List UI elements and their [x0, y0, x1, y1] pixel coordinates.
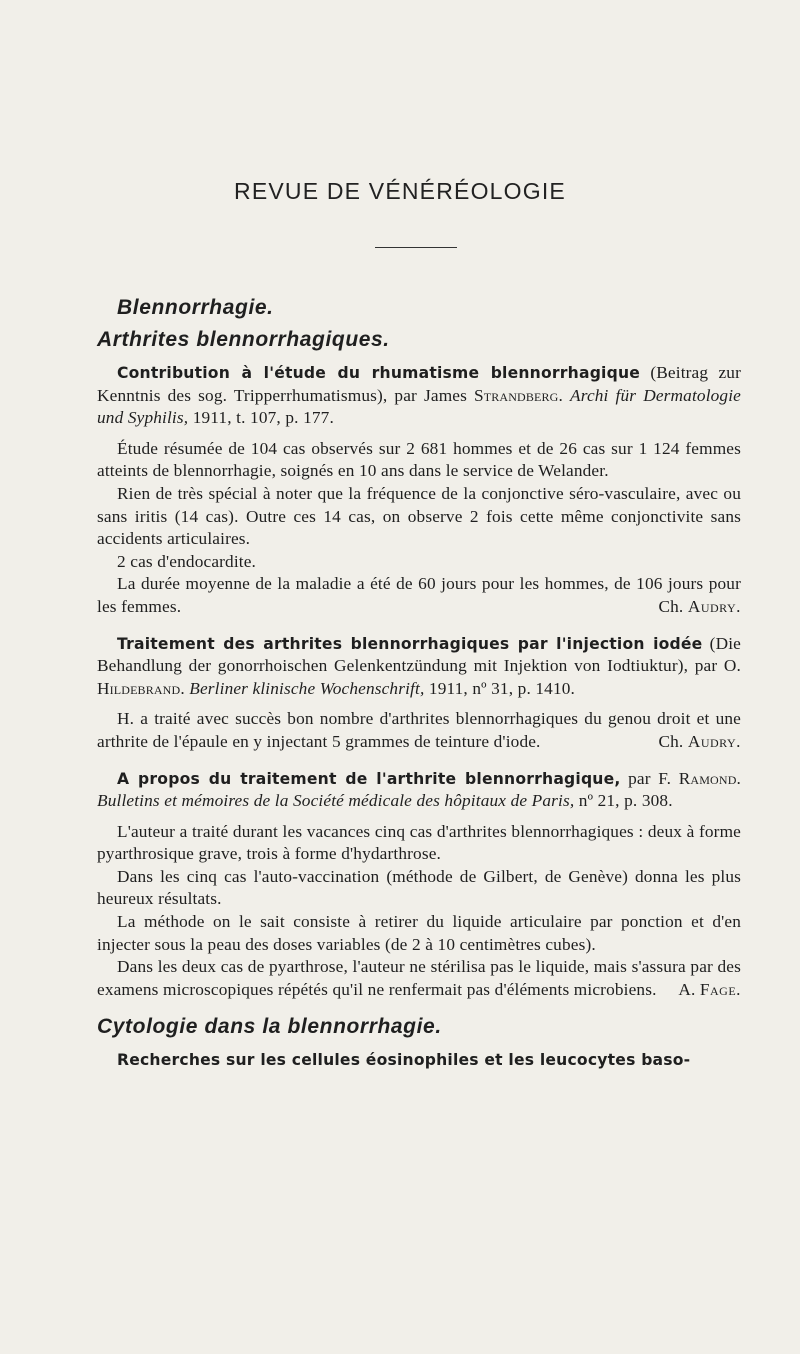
paragraph-with-signature: Dans les deux cas de pyarthrose, l'auteur ne stérilisa pas le liquide, mais s'assura par des examens microscopiques répétés qu'il ne renfermait pas d'éléments microbiens. A. Fage.: [97, 956, 741, 1001]
article-reference: Contribution à l'étude du rhumatisme blennorrhagique (Beitrag zur Kenntnis des sog. Tripperrhumatismus), par James Strandberg. Archi für Dermatologie und Syphilis, 1911, t. 107, p. 177.: [97, 363, 741, 428]
paragraph: La méthode on le sait consiste à retirer du liquide articulaire par ponction et d'en injecter sous la peau des doses variables (de 2 à 10 centimètres cubes).: [97, 912, 741, 954]
article-title: Traitement des arthrites blennorrhagiques par l'injection iodée: [117, 634, 703, 653]
page-content: [97, 292, 741, 1072]
section-title-cytologie: Cytologie dans la blennorrhagie.: [97, 1015, 442, 1039]
paragraph: Rien de très spécial à noter que la fréquence de la conjonctive séro-vasculaire, avec ou sans iritis (14 cas). Outre ces 14 cas, on observe 2 fois cette même conjonctivite sans accidents articulaires.: [97, 483, 741, 549]
signature: A. Fage.: [678, 979, 741, 999]
article-eosinophiles: [97, 1049, 741, 1072]
article-ramond: [97, 768, 741, 1002]
article-hildebrand: [97, 633, 741, 754]
title-rule: [375, 247, 457, 248]
article-reference: A propos du traitement de l'arthrite blennorrhagique, par F. Ramond. Bulletins et mémoires de la Société médicale des hôpitaux de Paris, nº 21, p. 308.: [97, 768, 741, 811]
article-title: Recherches sur les cellules éosinophiles et les leucocytes baso-: [117, 1051, 691, 1070]
section-title-arthrites: Arthrites blennorrhagiques.: [97, 328, 390, 351]
article-reference: Traitement des arthrites blennorrhagiques par l'injection iodée (Die Behandlung der gonorrhoischen Gelenkentzündung mit Injektion von Iodtiuktur), par O. Hildebrand. Berliner klinische Wochenschrift, 1911, nº 31, p. 1410.: [97, 633, 741, 698]
section-title-blennorrhagie: Blennorrhagie.: [117, 296, 274, 319]
author-name: Ramond: [678, 768, 737, 788]
article-reference: [97, 1049, 741, 1072]
article-title: A propos du traitement de l'arthrite blennorrhagique,: [117, 769, 621, 788]
paragraph: 2 cas d'endocardite.: [117, 551, 257, 571]
paragraph-with-signature: La durée moyenne de la maladie a été de 60 jours pour les hommes, de 106 jours pour les femmes. Ch. Audry.: [97, 573, 741, 618]
author-name: Hildebrand: [97, 678, 181, 698]
paragraph-with-signature: H. a traité avec succès bon nombre d'arthrites blennorrhagiques du genou droit et une arthrite de l'épaule en y injectant 5 grammes de teinture d'iode. Ch. Audry.: [97, 708, 741, 753]
journal-name: Berliner klinische Wochenschrift,: [189, 678, 425, 698]
journal-name: Archi für Dermatologie und Syphilis,: [97, 385, 741, 428]
paragraph: L'auteur a traité durant les vacances cinq cas d'arthrites blennorrhagiques : deux à forme pyarthrosique grave, trois à forme d'hydarthrose.: [97, 821, 741, 864]
signature: Ch. Audry.: [658, 731, 741, 751]
article-strandberg: [97, 362, 741, 619]
journal-name: Bulletins et mémoires de la Société médicale des hôpitaux de Paris,: [97, 791, 575, 811]
article-title: Contribution à l'étude du rhumatisme blennorrhagique: [117, 364, 641, 382]
running-title: REVUE DE VÉNÉRÉOLOGIE: [234, 178, 566, 204]
paragraph: Étude résumée de 104 cas observés sur 2 681 hommes et de 26 cas sur 1 124 femmes atteints de blennorrhagie, soignés en 10 ans dans le service de Welander.: [97, 438, 741, 481]
author-name: Strandberg: [474, 385, 559, 405]
paragraph: Dans les cinq cas l'auto-vaccination (méthode de Gilbert, de Genève) donna les plus heureux résultats.: [97, 866, 741, 909]
signature: Ch. Audry.: [658, 596, 741, 616]
